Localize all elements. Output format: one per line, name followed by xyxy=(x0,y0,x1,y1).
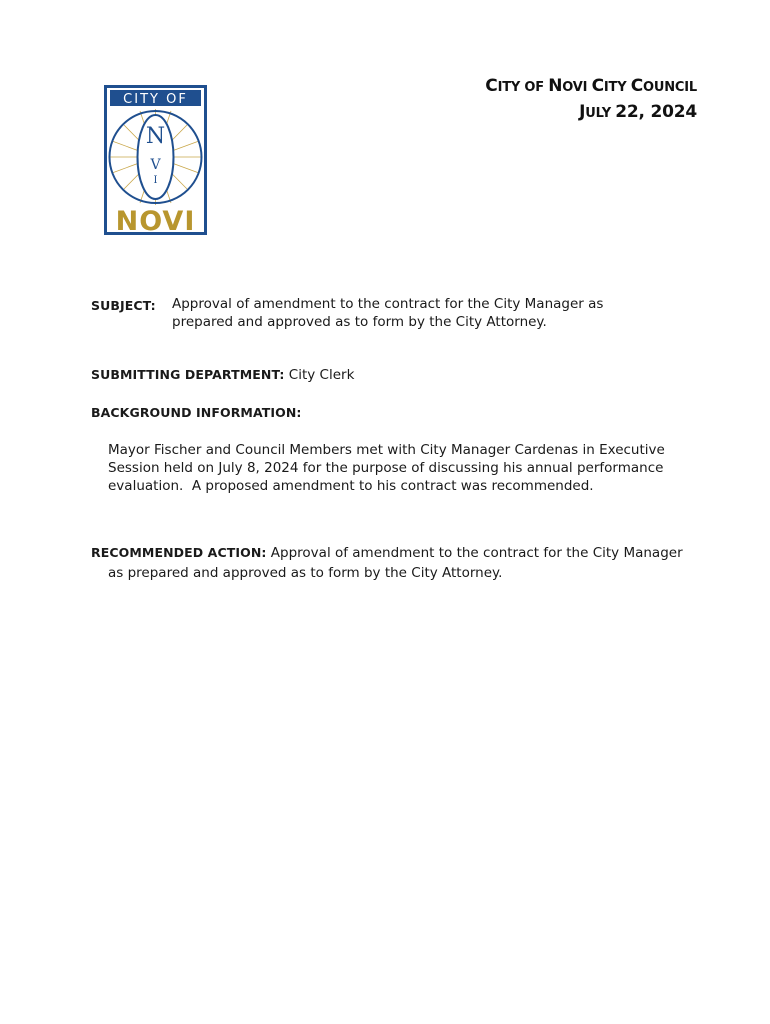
subject-line: prepared and approved as to form by the City Attorney. xyxy=(172,314,547,330)
document-header xyxy=(485,74,697,126)
city-of-novi-logo xyxy=(104,85,207,235)
subject-line: Approval of amendment to the contract for the City Manager as xyxy=(172,296,604,312)
background-line: evaluation. A proposed amendment to his contract was recommended. xyxy=(108,478,594,494)
logo-letter-i: I xyxy=(153,175,158,186)
background-line: Session held on July 8, 2024 for the purpose of discussing his annual performance xyxy=(108,460,664,476)
meeting-date: JULY 22, 2024 xyxy=(579,102,697,122)
logo-letter-v: V xyxy=(150,157,161,173)
department-value: City Clerk xyxy=(284,367,355,383)
submitting-department xyxy=(91,366,354,384)
recommended-action-text: Approval of amendment to the contract for the City Manager xyxy=(266,545,683,561)
department-label: SUBMITTING DEPARTMENT: xyxy=(91,367,285,382)
background-line: Mayor Fischer and Council Members met with City Manager Cardenas in Executive xyxy=(108,442,665,458)
novi-seal-icon xyxy=(104,85,207,235)
logo-top-text: CITY OF xyxy=(123,92,188,107)
background-label: BACKGROUND INFORMATION: xyxy=(91,405,302,420)
recommended-action-label: RECOMMENDED ACTION: xyxy=(91,545,267,560)
recommended-action xyxy=(91,544,701,582)
subject-text xyxy=(172,295,642,331)
recommended-action-text-cont: as prepared and approved as to form by the City Attorney. xyxy=(108,565,503,581)
logo-letter-n: N xyxy=(145,124,166,149)
council-title: CITY OF NOVI CITY COUNCIL xyxy=(485,76,697,96)
background-text xyxy=(108,441,688,495)
subject-label: SUBJECT: xyxy=(91,298,156,313)
logo-bottom-text: NOVI xyxy=(115,206,196,235)
